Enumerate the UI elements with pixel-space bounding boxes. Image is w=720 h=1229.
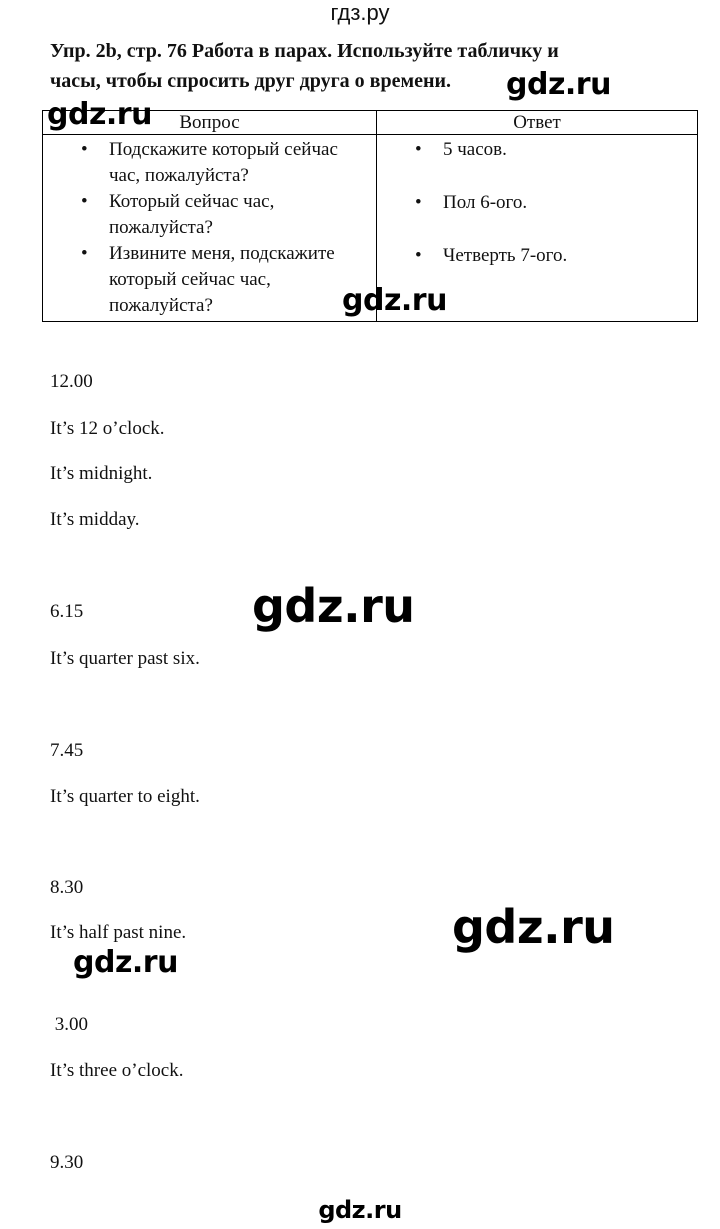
question-item: • Извините меня, подскажите который сейчас час, пожалуйста? — [109, 241, 359, 319]
watermark-logo: gdz.ru — [342, 283, 447, 318]
answer-list — [443, 135, 697, 269]
question-item: • Который сейчас час, пожалуйста? — [109, 189, 359, 241]
question-list — [109, 135, 376, 319]
questions-cell — [43, 135, 377, 322]
answer-line: It’s quarter to eight. — [50, 786, 200, 807]
watermark-logo: gdz.ru — [47, 97, 152, 132]
exercise-heading-line-1: Упр. 2b, стр. 76 Работа в парах. Используйте табличку и — [50, 40, 559, 62]
exercise-heading-line-2: часы, чтобы спросить друг друга о времени. — [50, 70, 452, 92]
watermark-logo: gdz.ru — [73, 945, 178, 980]
answer-item: • Пол 6-ого. — [443, 190, 697, 216]
footer-watermark: gdz.ru — [318, 1196, 402, 1224]
time-value: 12.00 — [50, 371, 93, 392]
answer-line: It’s three o’clock. — [50, 1060, 184, 1081]
watermark-logo: gdz.ru — [252, 579, 415, 633]
question-item: • Подскажите который сейчас час, пожалуйста? — [109, 137, 359, 189]
column-header-answer: Ответ — [377, 111, 698, 135]
answer-line: It’s half past nine. — [50, 922, 187, 943]
watermark-logo: gdz.ru — [452, 900, 615, 954]
answer-line: It’s quarter past six. — [50, 648, 200, 669]
time-value: 6.15 — [50, 601, 84, 622]
time-value: 8.30 — [50, 877, 84, 898]
watermark-logo: gdz.ru — [506, 67, 611, 102]
time-value: 3.00 — [50, 1014, 88, 1035]
time-value: 9.30 — [50, 1152, 84, 1173]
time-value: 7.45 — [50, 740, 84, 761]
column-header-question: Вопрос — [43, 111, 377, 135]
answer-line: It’s midday. — [50, 509, 140, 530]
site-header: гдз.ру — [330, 0, 390, 25]
answer-item: • Четверть 7-ого. — [443, 243, 697, 269]
answer-line: It’s 12 o’clock. — [50, 418, 165, 439]
answer-line: It’s midnight. — [50, 463, 153, 484]
answer-item: • 5 часов. — [443, 137, 697, 163]
